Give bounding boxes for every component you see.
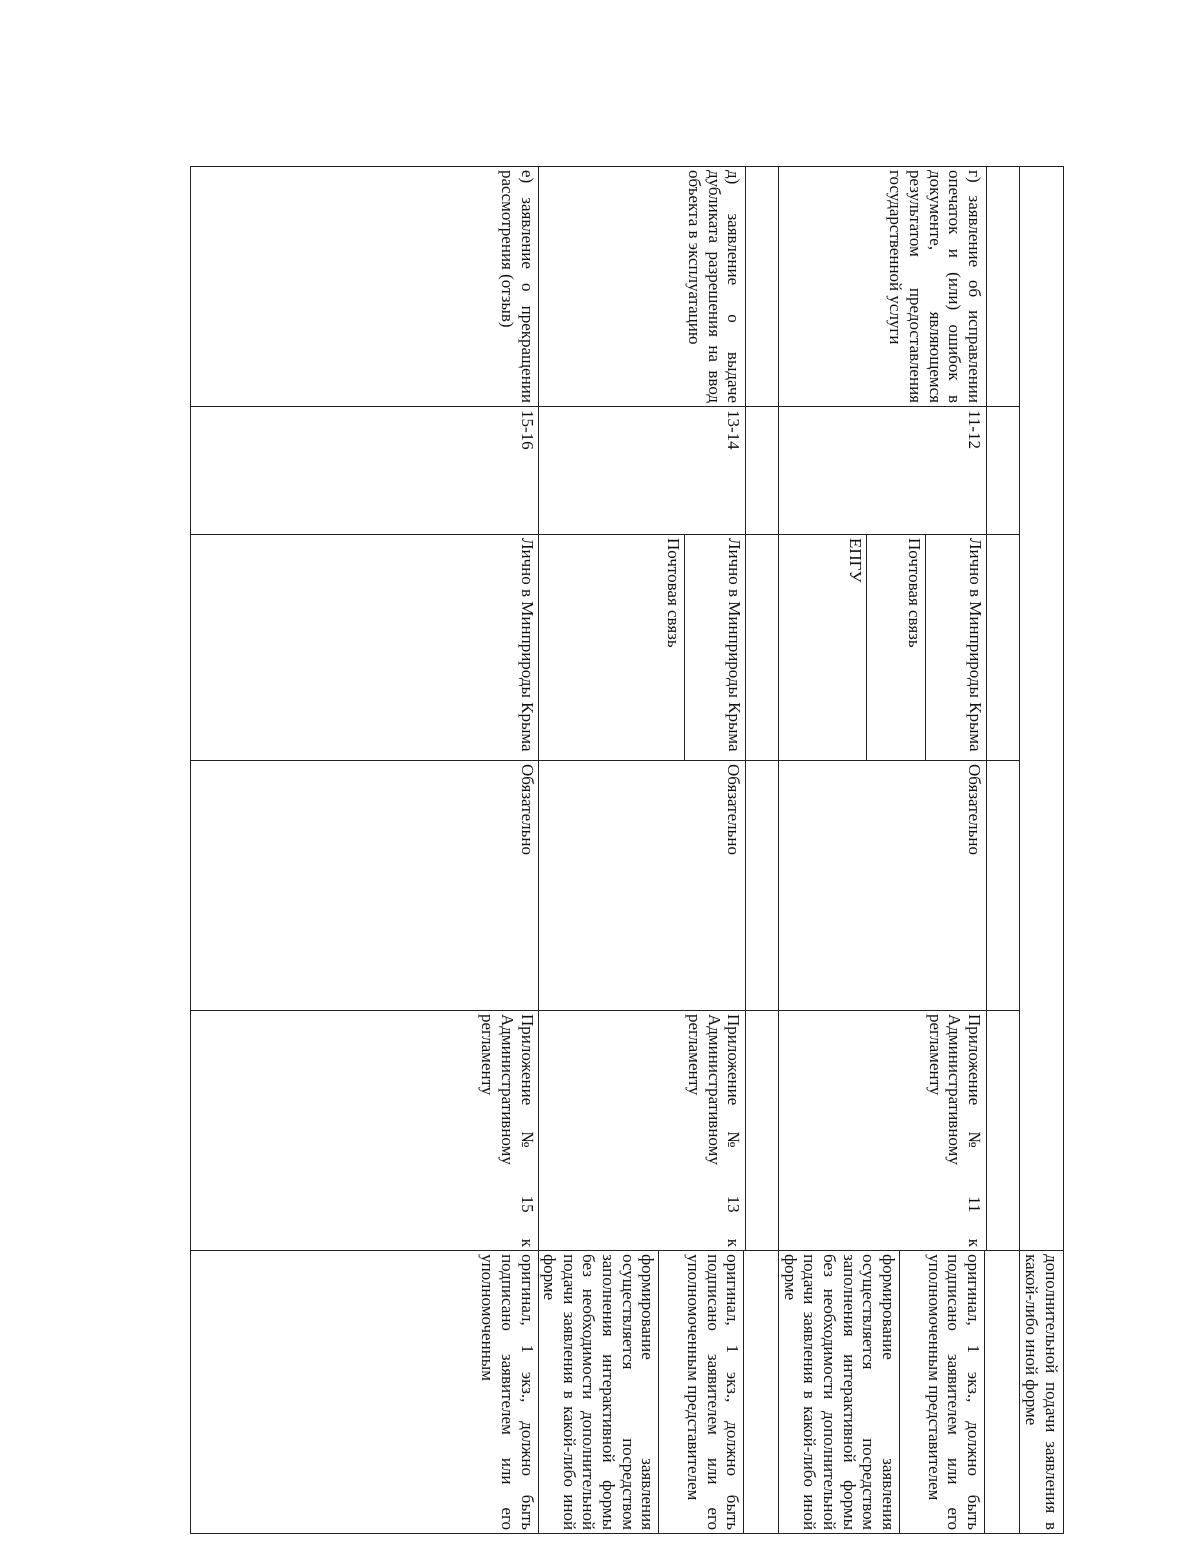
row-obligation: Обязательно (517, 764, 537, 855)
obligation-cell (191, 761, 539, 1011)
obligation-cell (779, 761, 1020, 1011)
channel-label: Лично в Минприроды Крыма (725, 538, 745, 752)
table-row (191, 167, 539, 1534)
channels-cell (191, 535, 539, 761)
row-requirement: оригинал, 1 экз., должно быть подписано заявителем или его уполномоченным (478, 1254, 537, 1531)
template-cell (538, 1011, 779, 1251)
row-template: Приложение № 11 к Административному регламенту (925, 1014, 984, 1248)
row-requirement: оригинал, 1 экз., должно быть подписано заявителем или его уполномоченным представителем (924, 1254, 983, 1531)
channels-cell (538, 535, 779, 761)
row-template: Приложение № 13 к Административному регламенту (685, 1014, 744, 1248)
gap-top (986, 761, 1019, 1010)
epgu-note-box (539, 1251, 660, 1533)
channel-label: Почтовая связь (664, 538, 684, 648)
gap-top (986, 1011, 1019, 1250)
template-cell (779, 1011, 1020, 1251)
epgu-note-box (779, 1251, 900, 1533)
description-cell (779, 167, 1020, 407)
obligation-cell (538, 761, 779, 1011)
header-row (1019, 167, 1063, 1534)
channel-item (866, 535, 925, 760)
gap-top (745, 407, 778, 534)
gap-top (986, 535, 1019, 760)
table-row (538, 167, 779, 1534)
continuation-cell (1019, 1251, 1063, 1534)
gap-top (984, 1251, 1019, 1533)
requirement-cell (191, 1251, 539, 1534)
gap-top (745, 761, 778, 1010)
row-sheets: 11-12 (964, 410, 984, 450)
row-obligation: Обязательно (964, 764, 984, 855)
documents-table (190, 166, 1064, 1534)
description-cell (191, 167, 539, 407)
channel-label: Лично в Минприроды Крыма (517, 538, 537, 752)
sheets-cell (191, 407, 539, 535)
rotated-table-wrapper (190, 166, 1064, 1533)
gap-top (986, 167, 1019, 406)
gap-top (743, 1251, 778, 1533)
continuation-text: дополнительной подачи заявления в какой-либо иной форме (1022, 1254, 1061, 1531)
row-sheets: 13-14 (724, 410, 744, 450)
row-sheets: 15-16 (517, 410, 537, 450)
row-description: е) заявление о прекращении рассмотрения (отзыв) (498, 170, 537, 403)
row-description: г) заявление об исправлении опечаток и (или) ошибок в документе, являющемся результатом предоставления государственной услуги (886, 170, 984, 403)
channels-cell (779, 535, 1020, 761)
description-cell (538, 167, 779, 407)
row-epgu-note: формирование заявления осуществляется посредством заполнения интерактивной формы без необходимости дополнительной подачи заявления в какой-либо иной форме (780, 1254, 898, 1531)
channel-item (663, 535, 685, 760)
table-row (779, 167, 1020, 1534)
channel-label: Лично в Минприроды Крыма (965, 538, 985, 752)
gap-top (745, 167, 778, 406)
channel-label: Почтовая связь (904, 538, 924, 648)
channel-item (684, 535, 745, 760)
channel-item (925, 535, 986, 760)
gap-top (745, 535, 778, 760)
template-cell (191, 1011, 539, 1251)
requirement-text-box (659, 1251, 743, 1533)
gap-top (745, 1011, 778, 1250)
gap-top (986, 407, 1019, 534)
row-obligation: Обязательно (724, 764, 744, 855)
requirement-text-box (900, 1251, 984, 1533)
channel-label: ЕПГУ (845, 538, 865, 583)
sheets-cell (538, 407, 779, 535)
row-epgu-note: формирование заявления осуществляется посредством заполнения интерактивной формы без необходимости дополнительной подачи заявления в какой-либо иной форме (540, 1254, 658, 1531)
header-empty-cell (1019, 167, 1063, 1251)
sheets-cell (779, 407, 1020, 535)
requirement-cell (538, 1251, 779, 1534)
requirement-cell (779, 1251, 1020, 1534)
row-requirement: оригинал, 1 экз., должно быть подписано заявителем или его уполномоченным представителем (684, 1254, 743, 1531)
channel-item (844, 535, 866, 760)
row-description: д) заявление о выдаче дубликата разрешения на ввод объекта в эксплуатацию (685, 170, 744, 403)
row-template: Приложение № 15 к Административному регламенту (478, 1014, 537, 1248)
